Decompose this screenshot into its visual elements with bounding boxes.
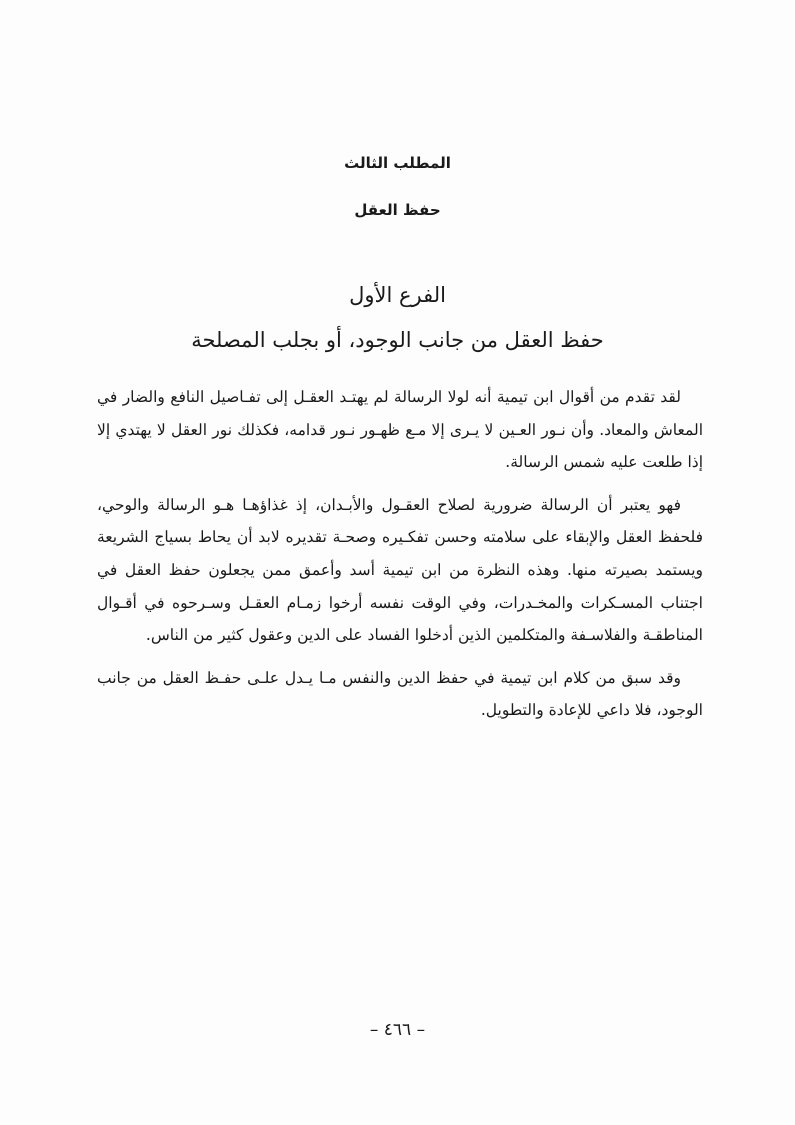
paragraph-1: لقد تقدم من أقوال ابن تيمية أنه لولا الرسالة لم يهتـد العقـل إلى تفـاصيل النافع والضار في المعاش والمعاد. وأن نـور العـين لا يـرى إلا مـع ظهـور نـور قدامه، فكذلك نور العقل لا يهتدي إلا إذا طلعت عليه شمس الرسالة. (97, 388, 703, 472)
branch-title: الفرع الأول (349, 283, 446, 307)
page-number: – ٤٦٦ – (369, 1020, 426, 1040)
body-text (97, 381, 703, 737)
paragraph-3: وقد سبق من كلام ابن تيمية في حفظ الدين والنفس مـا يـدل علـى حفـظ العقل من جانب الوجود، فلا داعي للإعادة والتطويل. (97, 668, 703, 720)
paragraph-2: فهو يعتبر أن الرسالة ضرورية لصلاح العقـول والأبـدان، إذ غذاؤهـا هـو الرسالة والوحي، فلحفظ العقل والإبقاء على سلامته وحسن تفكـيره وصحـة تقديره لابد أن يحاط بسياج الشريعة ويستمد بصيرته منها. وهذه النظرة من ابن تيمية أسد وأعمق ممن يجعلون حفظ العقل في اجتناب المسـكرات والمخـدرات، وفي الوقت نفسه أرخوا زمـام العقـل وسـرحوه في أقـوال المناطقـة والفلاسـفة والمتكلمين الذين أدخلوا الفساد على الدين وعقول كثير من الناس. (97, 495, 703, 645)
branch-subtitle: حفظ العقل من جانب الوجود، أو بجلب المصلحة (191, 328, 604, 352)
section-subtitle: حفظ العقل (354, 201, 441, 219)
section-title: المطلب الثالث (344, 154, 451, 172)
